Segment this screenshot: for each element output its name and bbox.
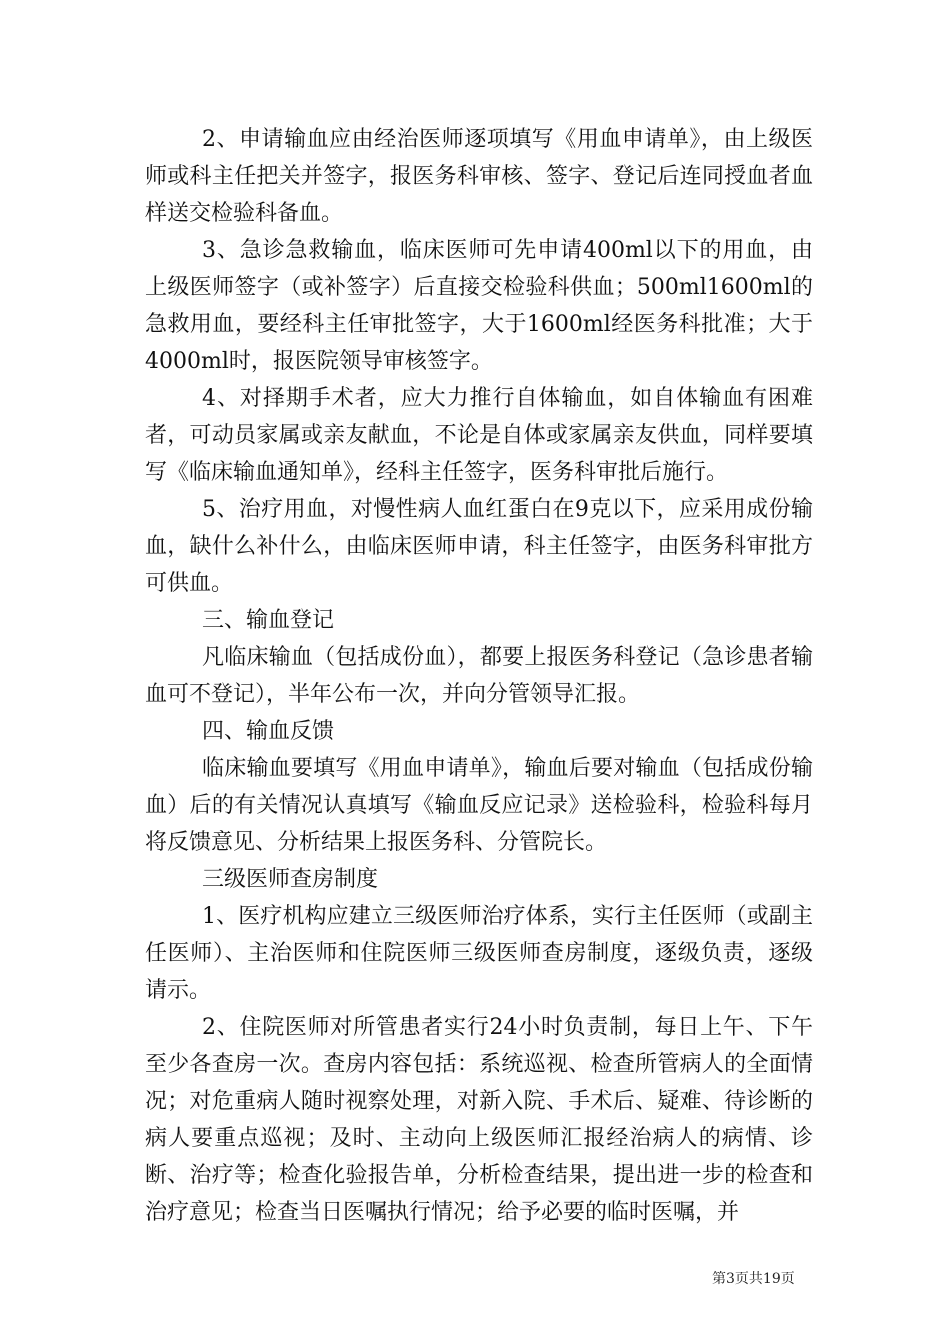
section-title-ward-rounds: 三级医师查房制度 [202,867,379,892]
paragraph-item-5: 5、治疗用血，对慢性病人血红蛋白在9克以下，应采用成份输血，缺什么补什么，由临床医师申请，科主任签字，由医务科审批方可供血。 [145,497,813,596]
paragraph-registration: 凡临床输血（包括成份血），都要上报医务科登记（急诊患者输血可不登记），半年公布一次，并向分管领导汇报。 [145,645,813,707]
section-heading-registration: 三、输血登记 [202,608,335,633]
paragraph-feedback: 临床输血要填写《用血申请单》，输血后要对输血（包括成份输血）后的有关情况认真填写《输血反应记录》送检验科，检验科每月将反馈意见、分析结果上报医务科、分管院长。 [145,756,813,855]
page-number: 第3页共19页 [712,1271,795,1287]
paragraph-item-2: 2、申请输血应由经治医师逐项填写《用血申请单》，由上级医师或科主任把关并签字，报医务科审核、签字、登记后连同授血者血样送交检验科备血。 [145,127,813,226]
paragraph-rounds-2: 2、住院医师对所管患者实行24小时负责制，每日上午、下午至少各查房一次。查房内容包括：系统巡视、检查所管病人的全面情况；对危重病人随时视察处理，对新入院、手术后、疑难、待诊断的病人要重点巡视；及时、主动向上级医师汇报经治病人的病情、诊断、治疗等；检查化验报告单，分析检查结果，提出进一步的检查和治疗意见；检查当日医嘱执行情况；给予必要的临时医嘱，并 [145,1015,813,1225]
paragraph-rounds-1: 1、医疗机构应建立三级医师治疗体系，实行主任医师（或副主任医师）、主治医师和住院医师三级医师查房制度，逐级负责，逐级请示。 [145,904,813,1003]
paragraph-item-3: 3、急诊急救输血，临床医师可先申请400ml以下的用血，由上级医师签字（或补签字）后直接交检验科供血；500ml1600ml的急救用血，要经科主任审批签字，大于1600ml经医务科批准；大于4000ml时，报医院领导审核签字。 [145,238,813,374]
section-heading-feedback: 四、输血反馈 [202,719,335,744]
document-body [145,121,813,1231]
paragraph-item-4: 4、对择期手术者，应大力推行自体输血，如自体输血有困难者，可动员家属或亲友献血，不论是自体或家属亲友供血，同样要填写《临床输血通知单》，经科主任签字，医务科审批后施行。 [145,386,813,485]
